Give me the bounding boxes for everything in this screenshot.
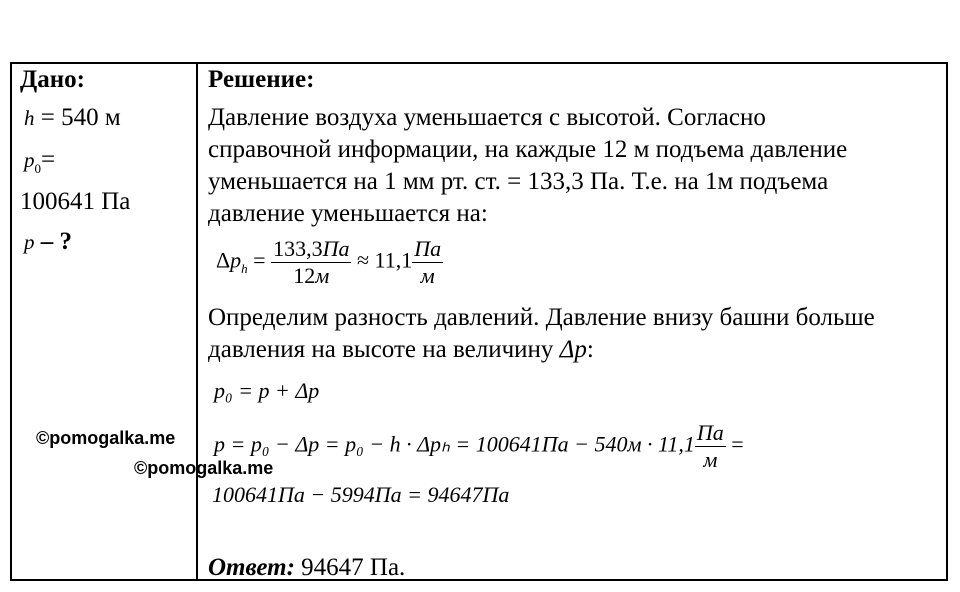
solution-header: Решение: [208, 66, 315, 93]
watermark-1: ©pomogalka.me [36, 428, 176, 448]
column-divider [196, 62, 198, 581]
watermark-2: ©pomogalka.me [134, 458, 274, 478]
para1-line1: Давление воздуха уменьшается с высотой. Согласно [208, 104, 766, 131]
answer: Ответ: 94647 Па. [208, 554, 406, 581]
para1-line4: давление уменьшается на: [208, 200, 488, 227]
given-h: h = 540 м [24, 104, 121, 131]
para1-line2: справочной информации, на каждые 12 м подъема давление [208, 136, 848, 163]
para2-line1: Определим разность давлений. Давление внизу башни больше [208, 304, 875, 331]
formula-p0: p₀ = p + Δp [214, 378, 320, 403]
formula-p: p = p₀ − Δp = p₀ − h · Δpₕ = 100641Па − 540м · 11,1 $\frac{Па}{м}$ = [214, 420, 744, 472]
given-p0-value: 100641 Па [20, 188, 131, 215]
given-p0: $p_0=$ [24, 146, 56, 176]
para1-line3: уменьшается на 1 мм рт. ст. = 133,3 Па. Т.е. на 1м подъема [208, 168, 829, 195]
para2-line2: давления на высоте на величину Δp: [208, 336, 594, 363]
formula-delta-ph: $\Delta p_h$ = $\frac{133,3Па}{12м}$ ≈ 11,1 $\frac{Па}{м}$ [216, 236, 442, 288]
given-p-unknown: p – ? [24, 228, 72, 255]
formula-result: 100641Па − 5994Па = 94647Па [212, 482, 510, 507]
given-header: Дано: [20, 66, 85, 93]
